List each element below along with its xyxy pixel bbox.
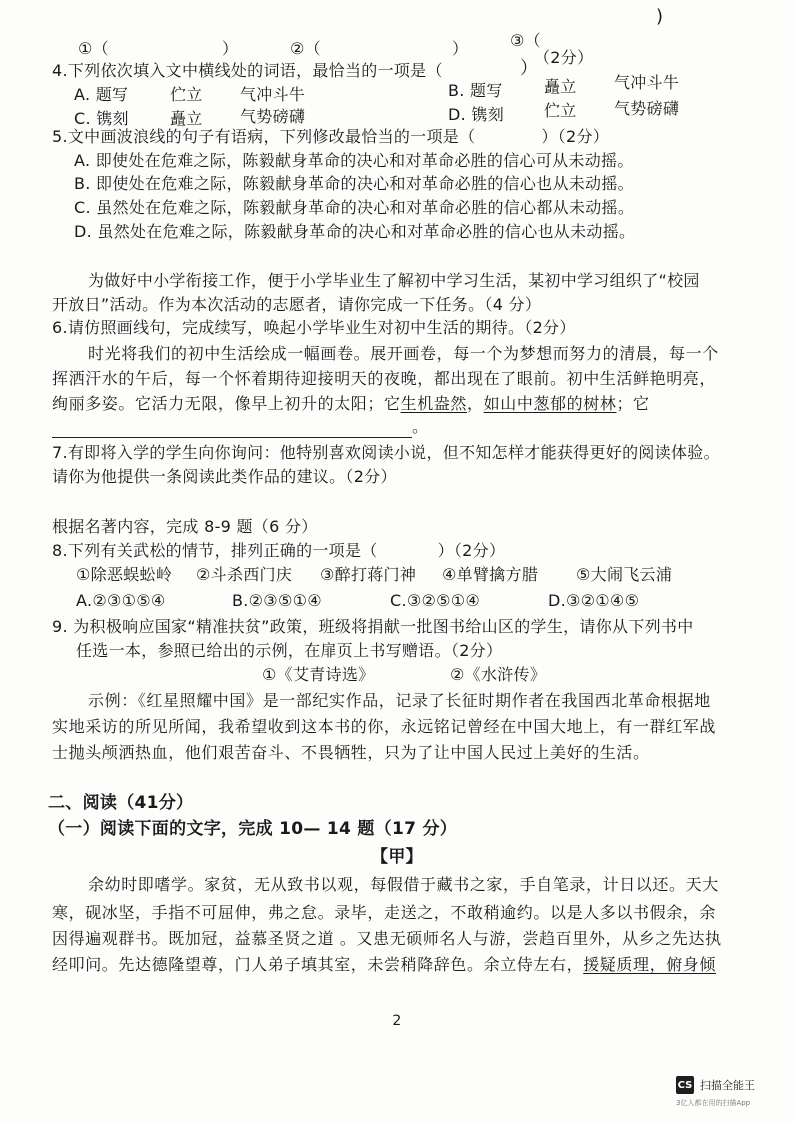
section-2-title: 二、阅读（41分） (48, 793, 194, 813)
scanner-watermark (676, 1076, 755, 1094)
q8-event-1: ①除恶蜈蚣岭 (76, 565, 173, 584)
q4-option-b: B. 题写 (448, 81, 503, 100)
q4-stem-close: ） (520, 58, 539, 79)
q4-option-c-word2: 矗立 (170, 109, 203, 128)
q9-stem-line1: 9. 为积极响应国家“精准扶贫”政策，班级将捐献一批图书给山区的学生，请你从下列书中 (52, 617, 694, 636)
camscanner-slogan: 3亿人都在用的扫描App (676, 1099, 751, 1107)
q9-example-line3: 士抛头颅洒热血，他们艰苦奋斗、不畏牺牲，只为了让中国人民过上美好的生活。 (52, 743, 650, 762)
page-number: 2 (392, 1013, 402, 1029)
q8-event-3: ③醉打蒋门神 (320, 565, 417, 584)
q5-option-b: B. 即使处在危难之际，陈毅献身革命的决心和对革命必胜的信心也从未动摇。 (74, 174, 634, 193)
passage-line4: 经叩问。先达德隆望尊，门人弟子填其室，未尝稍降辞色。余立侍左右，援疑质理，俯身倾 (52, 955, 717, 974)
q8-option-b: B.②③⑤①④ (232, 591, 322, 610)
q9-example-line1: 示例：《红星照耀中国》是一部纪实作品，记录了长征时期作者在我国西北革命根据地 (88, 691, 711, 710)
intro-6-7-line1: 为做好中小学衔接工作，便于小学毕业生了解初中学习生活，某初中学习组织了“校园 (88, 271, 700, 290)
q5-option-c: C. 虽然处在危难之际，陈毅献身革命的决心和对革命必胜的信心都从未动摇。 (74, 198, 635, 217)
q9-example-line2: 实地采访的所见所闻，我希望收到这本书的你，永远铭记曾经在中国大地上，有一群红军战 (52, 717, 717, 736)
q7-line1: 7.有即将入学的学生向你询问：他特别喜欢阅读小说，但不知怎样才能获得更好的阅读体验。 (52, 443, 720, 462)
q8-option-a: A.②③①⑤④ (76, 591, 166, 610)
q6-stem: 6.请仿照画线句，完成续写，唤起小学毕业生对初中生活的期待。（2分） (52, 318, 576, 337)
blank-2-close: ） (452, 39, 469, 58)
q6-line2: 挥洒汗水的午后，每一个怀着期待迎接明天的夜晚，都出现在了眼前。初中生活鲜艳明亮， (52, 369, 717, 388)
q6-underline-1: 生机盎然 (400, 394, 468, 413)
q8-event-2: ②斗杀西门庆 (196, 565, 293, 584)
q5-stem: 5.文中画波浪线的句子有语病，下列修改最恰当的一项是（ ）（2分） (52, 127, 610, 146)
q8-event-4: ④单臂擒方腊 (442, 565, 539, 584)
q8-stem: 8.下列有关武松的情节，排列正确的一项是（ ）（2分） (52, 541, 506, 560)
q6-line3: 绚丽多姿。它活力无限，像早上初升的太阳；它生机盎然，如山中葱郁的树林；它 (52, 394, 650, 413)
corner-paren: ) (656, 6, 664, 27)
q4-option-b-word2: 矗立 (544, 77, 577, 96)
blank-3-score: （2分） (534, 48, 594, 67)
camscanner-logo-icon: CS (676, 1076, 694, 1094)
q8-option-d: D.③②①④⑤ (548, 591, 640, 610)
q4-option-c-word3: 气势磅礴 (240, 107, 306, 126)
q4-option-d: D. 镌刻 (448, 105, 504, 124)
passage-tag-jia: 【甲】 (371, 847, 423, 867)
passage-line1: 余幼时即嗜学。家贫，无从致书以观，每假借于藏书之家，手自笔录，计日以还。天大 (88, 875, 719, 894)
q9-book-1: ①《艾青诗选》 (262, 665, 375, 684)
q5-option-d: D. 虽然处在危难之际，陈毅献身革命的决心和对革命必胜的信心也从未动摇。 (74, 222, 636, 241)
q9-stem-line2: 任选一本，参照已给出的示例，在扉页上书写赠语。（2分） (76, 641, 503, 660)
blank-1-open: ①（ (78, 39, 109, 58)
q4-option-a: A. 题写 (74, 85, 129, 104)
q4-option-a-word3: 气冲斗牛 (240, 85, 306, 104)
passage-underlined-phrase: 援疑质理，俯身倾 (583, 955, 717, 974)
q6-answer-line[interactable]: 。 (52, 416, 428, 438)
q6-underline-2: 如山中葱郁的树林 (483, 394, 617, 413)
q7-line2: 请你为他提供一条阅读此类作品的建议。（2分） (52, 467, 397, 486)
q4-option-d-word3: 气势磅礴 (614, 99, 680, 118)
camscanner-name: 扫描全能王 (700, 1079, 755, 1092)
q9-book-2: ②《水浒传》 (450, 665, 547, 684)
q8-event-5: ⑤大闹飞云浦 (576, 565, 673, 584)
blank-3-open: ③（ (510, 31, 541, 50)
blank-1-close: ） (222, 39, 239, 58)
passage-line2: 寒，砚冰坚，手指不可屈伸，弗之怠。录毕，走送之，不敢稍逾约。以是人多以书假余，余 (52, 903, 717, 922)
q6-line1: 时光将我们的初中生活绘成一幅画卷。展开画卷，每一个为梦想而努力的清晨，每一个 (88, 344, 719, 363)
intro-8-9: 根据名著内容，完成 8-9 题（6 分） (52, 517, 318, 536)
q4-option-d-word2: 伫立 (544, 101, 577, 120)
q4-option-a-word2: 伫立 (170, 85, 203, 104)
blank-2-open: ②（ (290, 39, 321, 58)
q5-option-a: A. 即使处在危难之际，陈毅献身革命的决心和对革命必胜的信心可从未动摇。 (74, 151, 634, 170)
q4-stem: 4.下列依次填入文中横线处的词语，最恰当的一项是（ (52, 61, 443, 80)
section-2-subtitle: （一）阅读下面的文字，完成 10— 14 题（17 分） (48, 819, 458, 839)
q8-option-c: C.③②⑤①④ (390, 591, 481, 610)
q4-option-c: C. 镌刻 (74, 109, 129, 128)
q4-option-b-word3: 气冲斗牛 (614, 73, 680, 92)
passage-line3: 因得遍观群书。既加冠，益慕圣贤之道 。又患无硕师名人与游，尝趋百里外，从乡之先达执 (52, 929, 722, 948)
intro-6-7-line2: 开放日”活动。作为本次活动的志愿者，请你完成一下任务。（4 分） (52, 295, 542, 314)
